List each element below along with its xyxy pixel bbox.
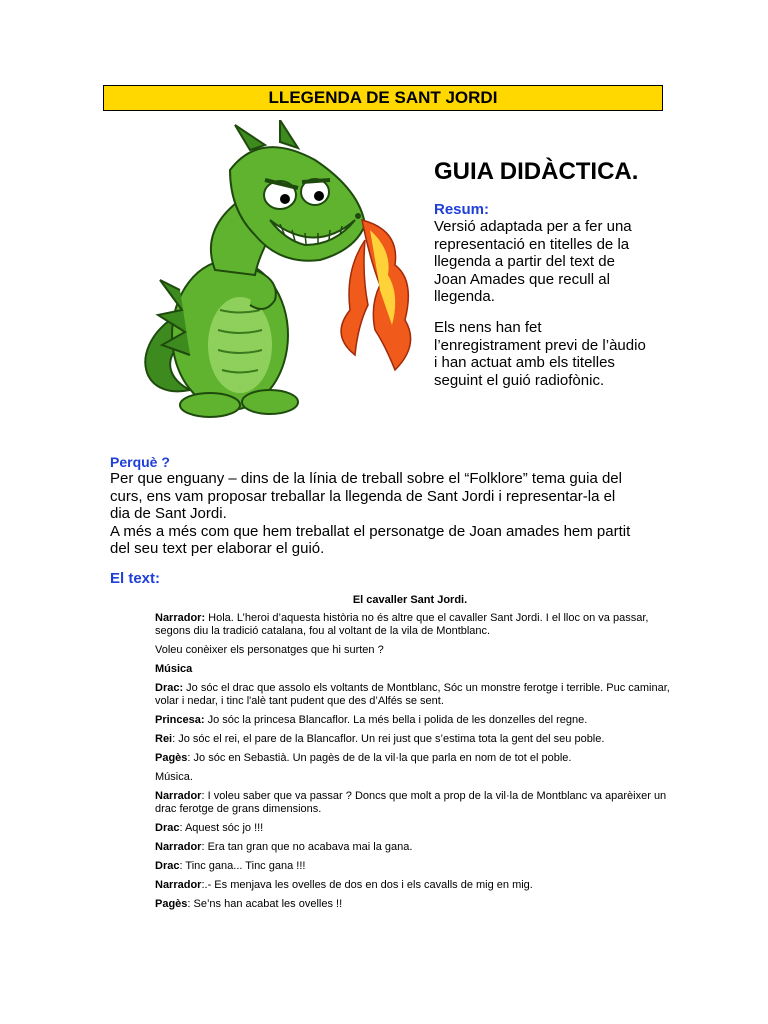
perque-paragraph: [110, 470, 670, 558]
script-line: [155, 663, 675, 676]
speaker-label: Narrador: [155, 841, 202, 853]
speaker-label: Pagès: [155, 752, 188, 764]
perque-line: del seu text per elaborar el guió.: [110, 540, 325, 557]
resum-line: seguint el guió radiofònic.: [434, 371, 605, 389]
dialogue-text: Hola. L’heroi d’aquesta història no és altre que el cavaller Sant Jordi. I el lloc on va passar, segons diu la tradició catalana, fou al voltant de la vila de Montblanc.: [155, 612, 649, 637]
dragon-illustration: [130, 120, 420, 425]
dialogue-text: : Era tan gran que no acabava mai la gana.: [201, 841, 413, 853]
speaker-label: Princesa:: [155, 714, 205, 726]
speaker-label: Narrador: [155, 879, 202, 891]
title-banner: [103, 85, 663, 111]
script-line: [155, 879, 675, 892]
perque-line: Per que enguany – dins de la línia de treball sobre el “Folklore” tema guia del: [110, 470, 622, 487]
perque-line: curs, ens vam proposar treballar la llegenda de Sant Jordi i representar-la el: [110, 487, 616, 505]
resum-line: Els nens han fet: [434, 319, 542, 336]
dialogue-text: Música.: [155, 771, 193, 783]
dialogue-text: : Jo sóc el rei, el pare de la Blancaflor. Un rei just que s’estima tota la gent del seu poble.: [172, 733, 605, 745]
script-line: [155, 860, 675, 873]
dialogue-text: Voleu conèixer els personatges que hi surten ?: [155, 644, 384, 656]
script-title: El cavaller Sant Jordi.: [352, 594, 468, 606]
resum-line: i han actuat amb els titelles: [434, 354, 615, 371]
dialogue-text: Jo sóc el drac que assolo els voltants de Montblanc, Sóc un monstre ferotge i terrible. Puc caminar, volar i nedar, i tinc l'alè tant pudent que des d’Alfés se sent.: [155, 682, 670, 707]
script-line: [155, 682, 675, 708]
script-line: [155, 822, 675, 835]
resum-line: llegenda.: [434, 288, 495, 305]
perque-heading: Perquè ?: [110, 454, 170, 470]
perque-line: dia de Sant Jordi.: [110, 505, 227, 522]
speaker-label: Drac: [155, 822, 180, 834]
speaker-label: Música: [155, 663, 193, 675]
script-body: [155, 612, 675, 917]
speaker-label: Narrador: [155, 790, 202, 802]
resum-paragraph-2: [434, 319, 674, 389]
resum-line: Versió adaptada per a fer una: [434, 218, 632, 235]
speaker-label: Rei: [155, 733, 173, 745]
script-line: [155, 841, 675, 854]
script-line: [155, 752, 675, 765]
dialogue-text: : Aquest sóc jo !!!: [179, 822, 264, 834]
perque-line: A més a més com que hem treballat el personatge de Joan amades hem partit: [110, 522, 631, 540]
dialogue-text: :.- Es menjava les ovelles de dos en dos i els cavalls de mig en mig.: [201, 879, 533, 891]
speaker-label: Drac:: [155, 682, 184, 694]
script-line: [155, 733, 675, 746]
dialogue-text: : Jo sóc en Sebastià. Un pagès de de la vil·la que parla en nom de tot el poble.: [187, 752, 572, 764]
resum-line: representació en titelles de la: [434, 235, 630, 253]
speaker-label: Drac: [155, 860, 180, 872]
script-line: [155, 898, 675, 911]
resum-line: Joan Amades que recull al: [434, 270, 610, 288]
script-line: [155, 771, 675, 784]
resum-heading: Resum:: [434, 201, 490, 218]
guide-title: GUIA DIDÀCTICA.: [434, 158, 639, 185]
script-line: [155, 644, 675, 657]
dialogue-text: : Tinc gana... Tinc gana !!!: [179, 860, 306, 872]
dialogue-text: Jo sóc la princesa Blancaflor. La més bella i polida de les donzelles del regne.: [204, 714, 588, 726]
speaker-label: Narrador:: [155, 612, 206, 624]
resum-line: llegenda a partir del text de: [434, 253, 615, 270]
script-line: [155, 790, 675, 816]
resum-line: l’enregistrament previ de l’àudio: [434, 336, 646, 354]
script-line: [155, 612, 675, 638]
speaker-label: Pagès: [155, 898, 188, 910]
dialogue-text: : I voleu saber que va passar ? Doncs que molt a prop de la vil·la de Montblanc va aparèixer un drac ferotge de grans dimensions.: [155, 790, 667, 815]
script-line: [155, 714, 675, 727]
dialogue-text: : Se’ns han acabat les ovelles !!: [187, 898, 343, 910]
eltext-heading: El text:: [110, 570, 161, 587]
resum-paragraph-1: [434, 218, 674, 306]
banner-title: LLEGENDA DE SANT JORDI: [268, 88, 498, 107]
